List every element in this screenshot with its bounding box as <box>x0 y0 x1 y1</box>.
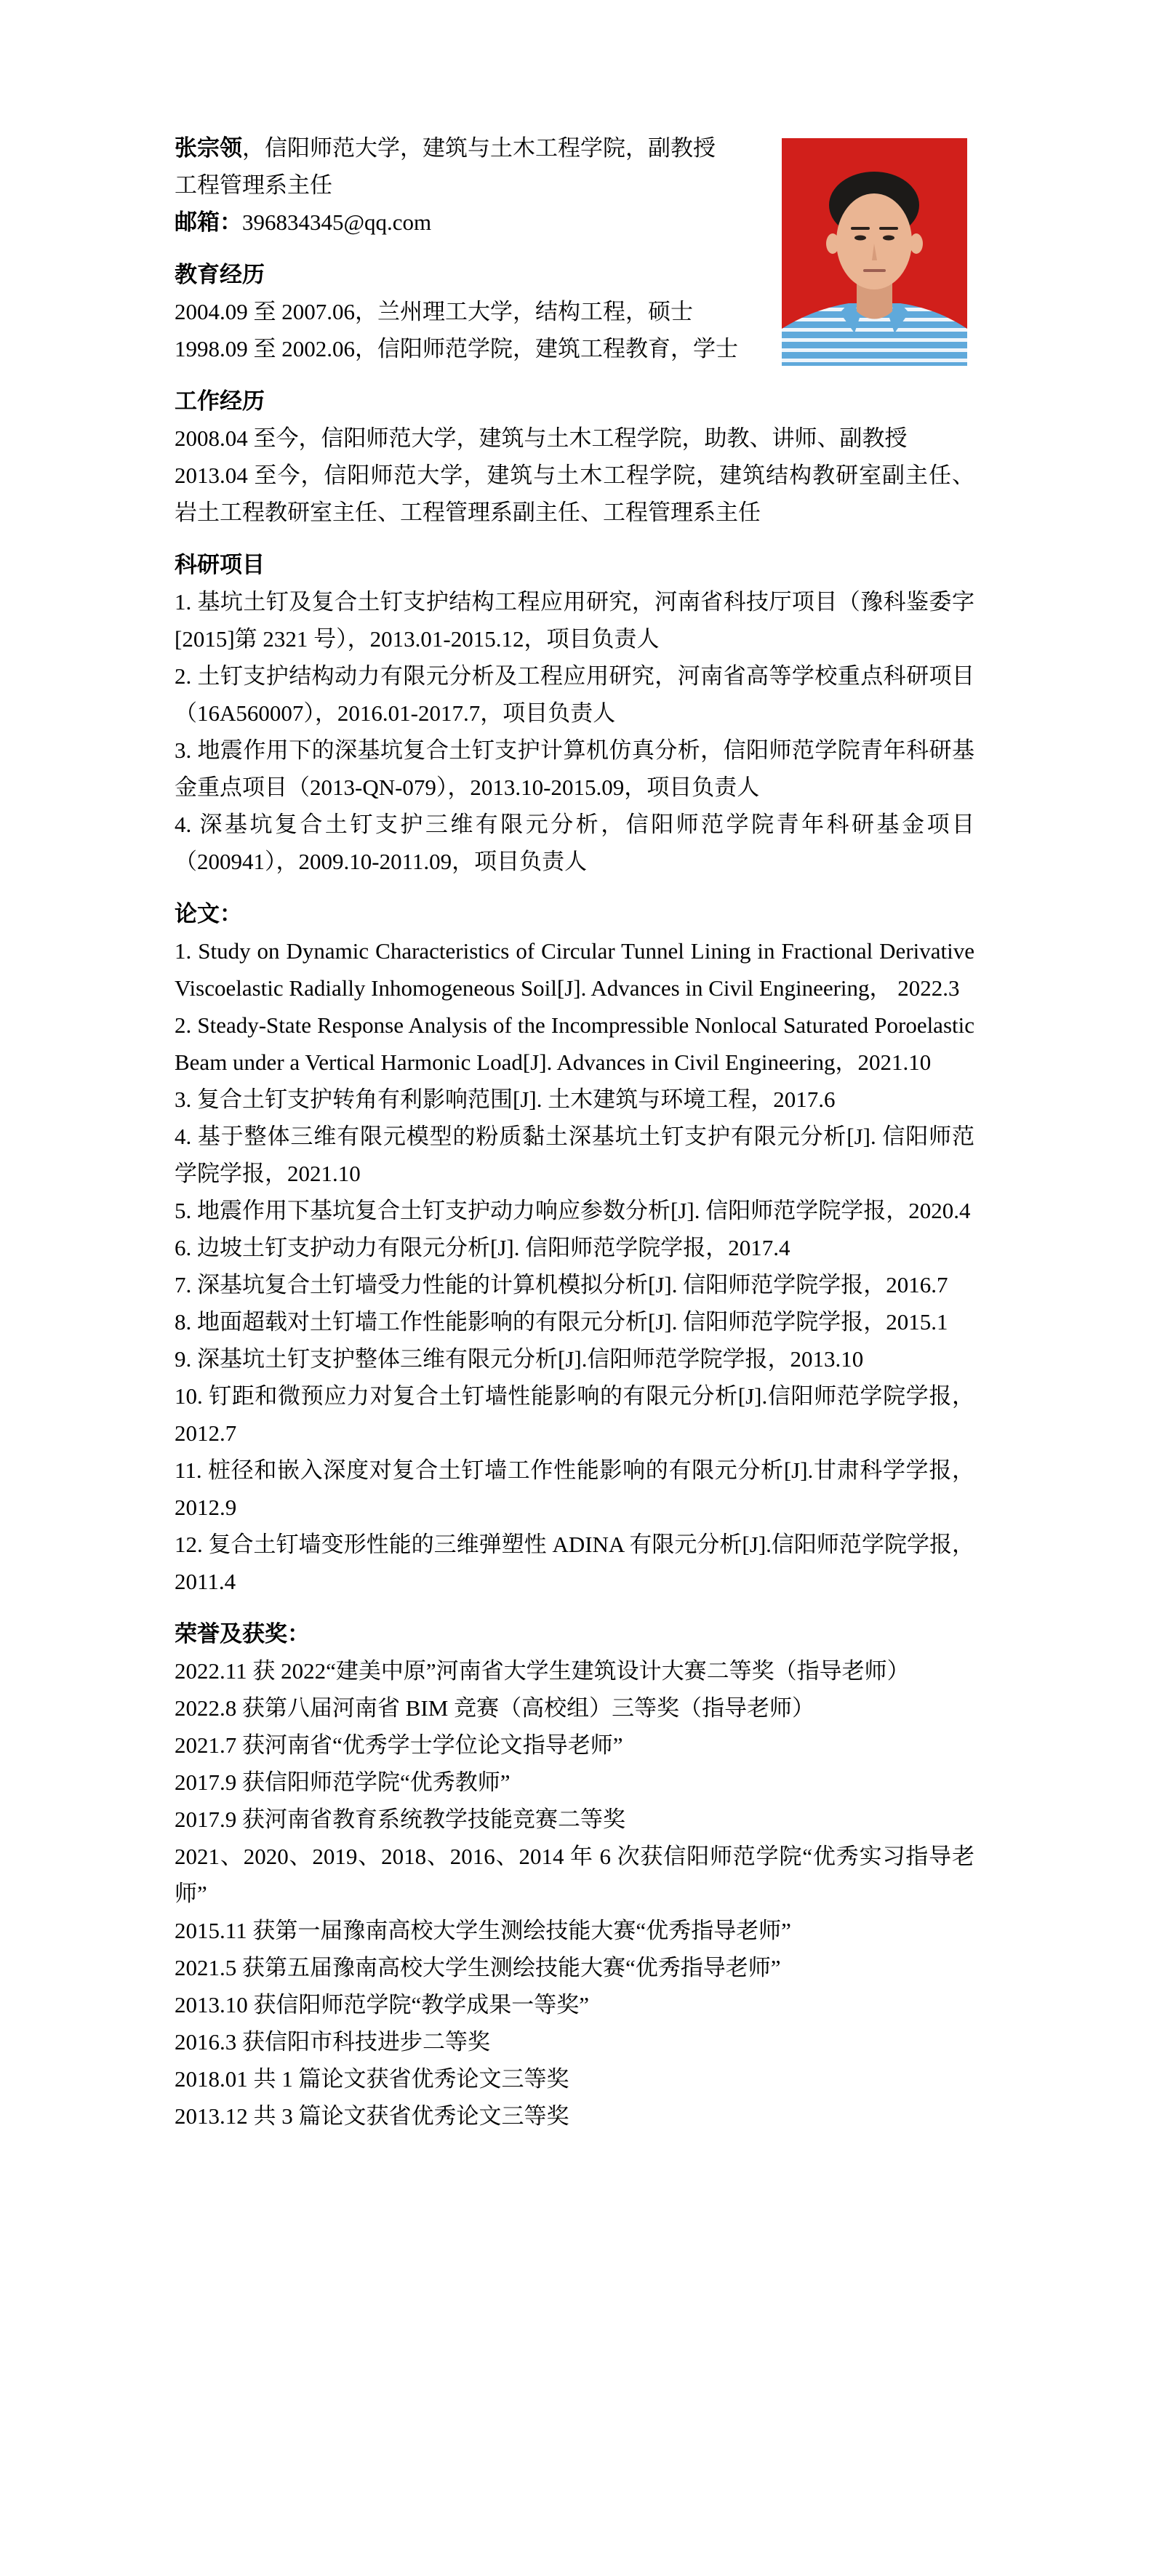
paper-item: 1. Study on Dynamic Characteristics of Circular Tunnel Lining in Fractional Derivative Viscoelastic Radially Inhomogeneous Soil[J]. Advances in Civil Engineering， 2022.3 <box>175 938 974 1001</box>
honor-item: 2022.8 获第八届河南省 BIM 竞赛（高校组）三等奖（指导老师） <box>175 1695 815 1721</box>
honor-item: 2021.5 获第五届豫南高校大学生测绘技能大赛“优秀指导老师” <box>175 1955 781 1980</box>
paper-item: 11. 桩径和嵌入深度对复合土钉墙工作性能影响的有限元分析[J].甘肃科学学报，2012.9 <box>175 1457 974 1520</box>
honor-item: 2017.9 获信阳师范学院“优秀教师” <box>175 1769 511 1795</box>
honor-item: 2017.9 获河南省教育系统教学技能竞赛二等奖 <box>175 1807 625 1832</box>
section-title-education: 教育经历 <box>175 262 265 287</box>
paper-item: 4. 基于整体三维有限元模型的粉质黏土深基坑土钉支护有限元分析[J]. 信阳师范学院学报，2021.10 <box>175 1124 974 1186</box>
section-title-honors: 荣誉及获奖： <box>175 1621 310 1647</box>
paper-item: 12. 复合土钉墙变形性能的三维弹塑性 ADINA 有限元分析[J].信阳师范学院学报，2011.4 <box>175 1532 974 1594</box>
paper-item: 10. 钉距和微预应力对复合土钉墙性能影响的有限元分析[J].信阳师范学院学报，2012.7 <box>175 1383 974 1446</box>
person-name: 张宗领 <box>175 135 242 161</box>
profile-content <box>175 129 974 2135</box>
section-title-work: 工作经历 <box>175 388 265 414</box>
work-item: 2013.04 至今，信阳师范大学，建筑与土木工程学院，建筑结构教研室副主任、岩土工程教研室主任、工程管理系副主任、工程管理系主任 <box>175 463 974 525</box>
affiliation-text: ，信阳师范大学，建筑与土木工程学院，副教授 <box>242 135 716 161</box>
honor-item: 2018.01 共 1 篇论文获省优秀论文三等奖 <box>175 2066 569 2092</box>
intro-block <box>175 129 974 367</box>
education-item: 2004.09 至 2007.06，兰州理工大学，结构工程，硕士 <box>175 299 693 324</box>
honor-item: 2013.10 获信阳师范学院“教学成果一等奖” <box>175 1992 590 2017</box>
intro-line-1 <box>175 129 749 167</box>
work-item: 2008.04 至今，信阳师范大学，建筑与土木工程学院，助教、讲师、副教授 <box>175 425 908 451</box>
section-title-projects: 科研项目 <box>175 552 265 577</box>
honor-item: 2016.3 获信阳市科技进步二等奖 <box>175 2029 490 2055</box>
honor-item: 2021.7 获河南省“优秀学士学位论文指导老师” <box>175 1732 623 1758</box>
project-item: 2. 土钉支护结构动力有限元分析及工程应用研究，河南省高等学校重点科研项目（16A560007），2016.01-2017.7，项目负责人 <box>175 663 974 726</box>
honor-item: 2022.11 获 2022“建美中原”河南省大学生建筑设计大赛二等奖（指导老师） <box>175 1658 910 1684</box>
paper-item: 2. Steady-State Response Analysis of the Incompressible Nonlocal Saturated Poroelastic Beam under a Vertical Harmonic Load[J]. Advances in Civil Engineering，2021.10 <box>175 1012 974 1075</box>
education-item: 1998.09 至 2002.06，信阳师范学院，建筑工程教育，学士 <box>175 336 738 361</box>
paper-item: 5. 地震作用下基坑复合土钉支护动力响应参数分析[J]. 信阳师范学院学报，2020.4 <box>175 1198 971 1223</box>
section-title-papers: 论文： <box>175 901 242 927</box>
paper-item: 3. 复合土钉支护转角有利影响范围[J]. 土木建筑与环境工程，2017.6 <box>175 1087 836 1112</box>
honor-item: 2013.12 共 3 篇论文获省优秀论文三等奖 <box>175 2103 569 2129</box>
paper-item: 7. 深基坑复合土钉墙受力性能的计算机模拟分析[J]. 信阳师范学院学报，2016.7 <box>175 1272 948 1297</box>
paper-item: 9. 深基坑土钉支护整体三维有限元分析[J].信阳师范学院学报，2013.10 <box>175 1346 864 1372</box>
paper-item: 8. 地面超载对土钉墙工作性能影响的有限元分析[J]. 信阳师范学院学报，2015.1 <box>175 1309 948 1335</box>
honor-item: 2015.11 获第一届豫南高校大学生测绘技能大赛“优秀指导老师” <box>175 1918 791 1943</box>
project-item: 3. 地震作用下的深基坑复合土钉支护计算机仿真分析，信阳师范学院青年科研基金重点项目（2013-QN-079），2013.10-2015.09，项目负责人 <box>175 737 974 800</box>
email-label: 邮箱： <box>175 209 242 235</box>
honor-item: 2021、2020、2019、2018、2016、2014 年 6 次获信阳师范学院“优秀实习指导老师” <box>175 1844 974 1906</box>
intro-line-2: 工程管理系主任 <box>175 172 332 198</box>
email-line <box>175 204 749 241</box>
paper-item: 6. 边坡土钉支护动力有限元分析[J]. 信阳师范学院学报，2017.4 <box>175 1235 790 1260</box>
project-item: 4. 深基坑复合土钉支护三维有限元分析，信阳师范学院青年科研基金项目（200941），2009.10-2011.09，项目负责人 <box>175 812 974 874</box>
email-value: 396834345@qq.com <box>242 209 432 235</box>
project-item: 1. 基坑土钉及复合土钉支护结构工程应用研究，河南省科技厅项目（豫科鉴委字[2015]第 2321 号），2013.01-2015.12，项目负责人 <box>175 589 974 652</box>
